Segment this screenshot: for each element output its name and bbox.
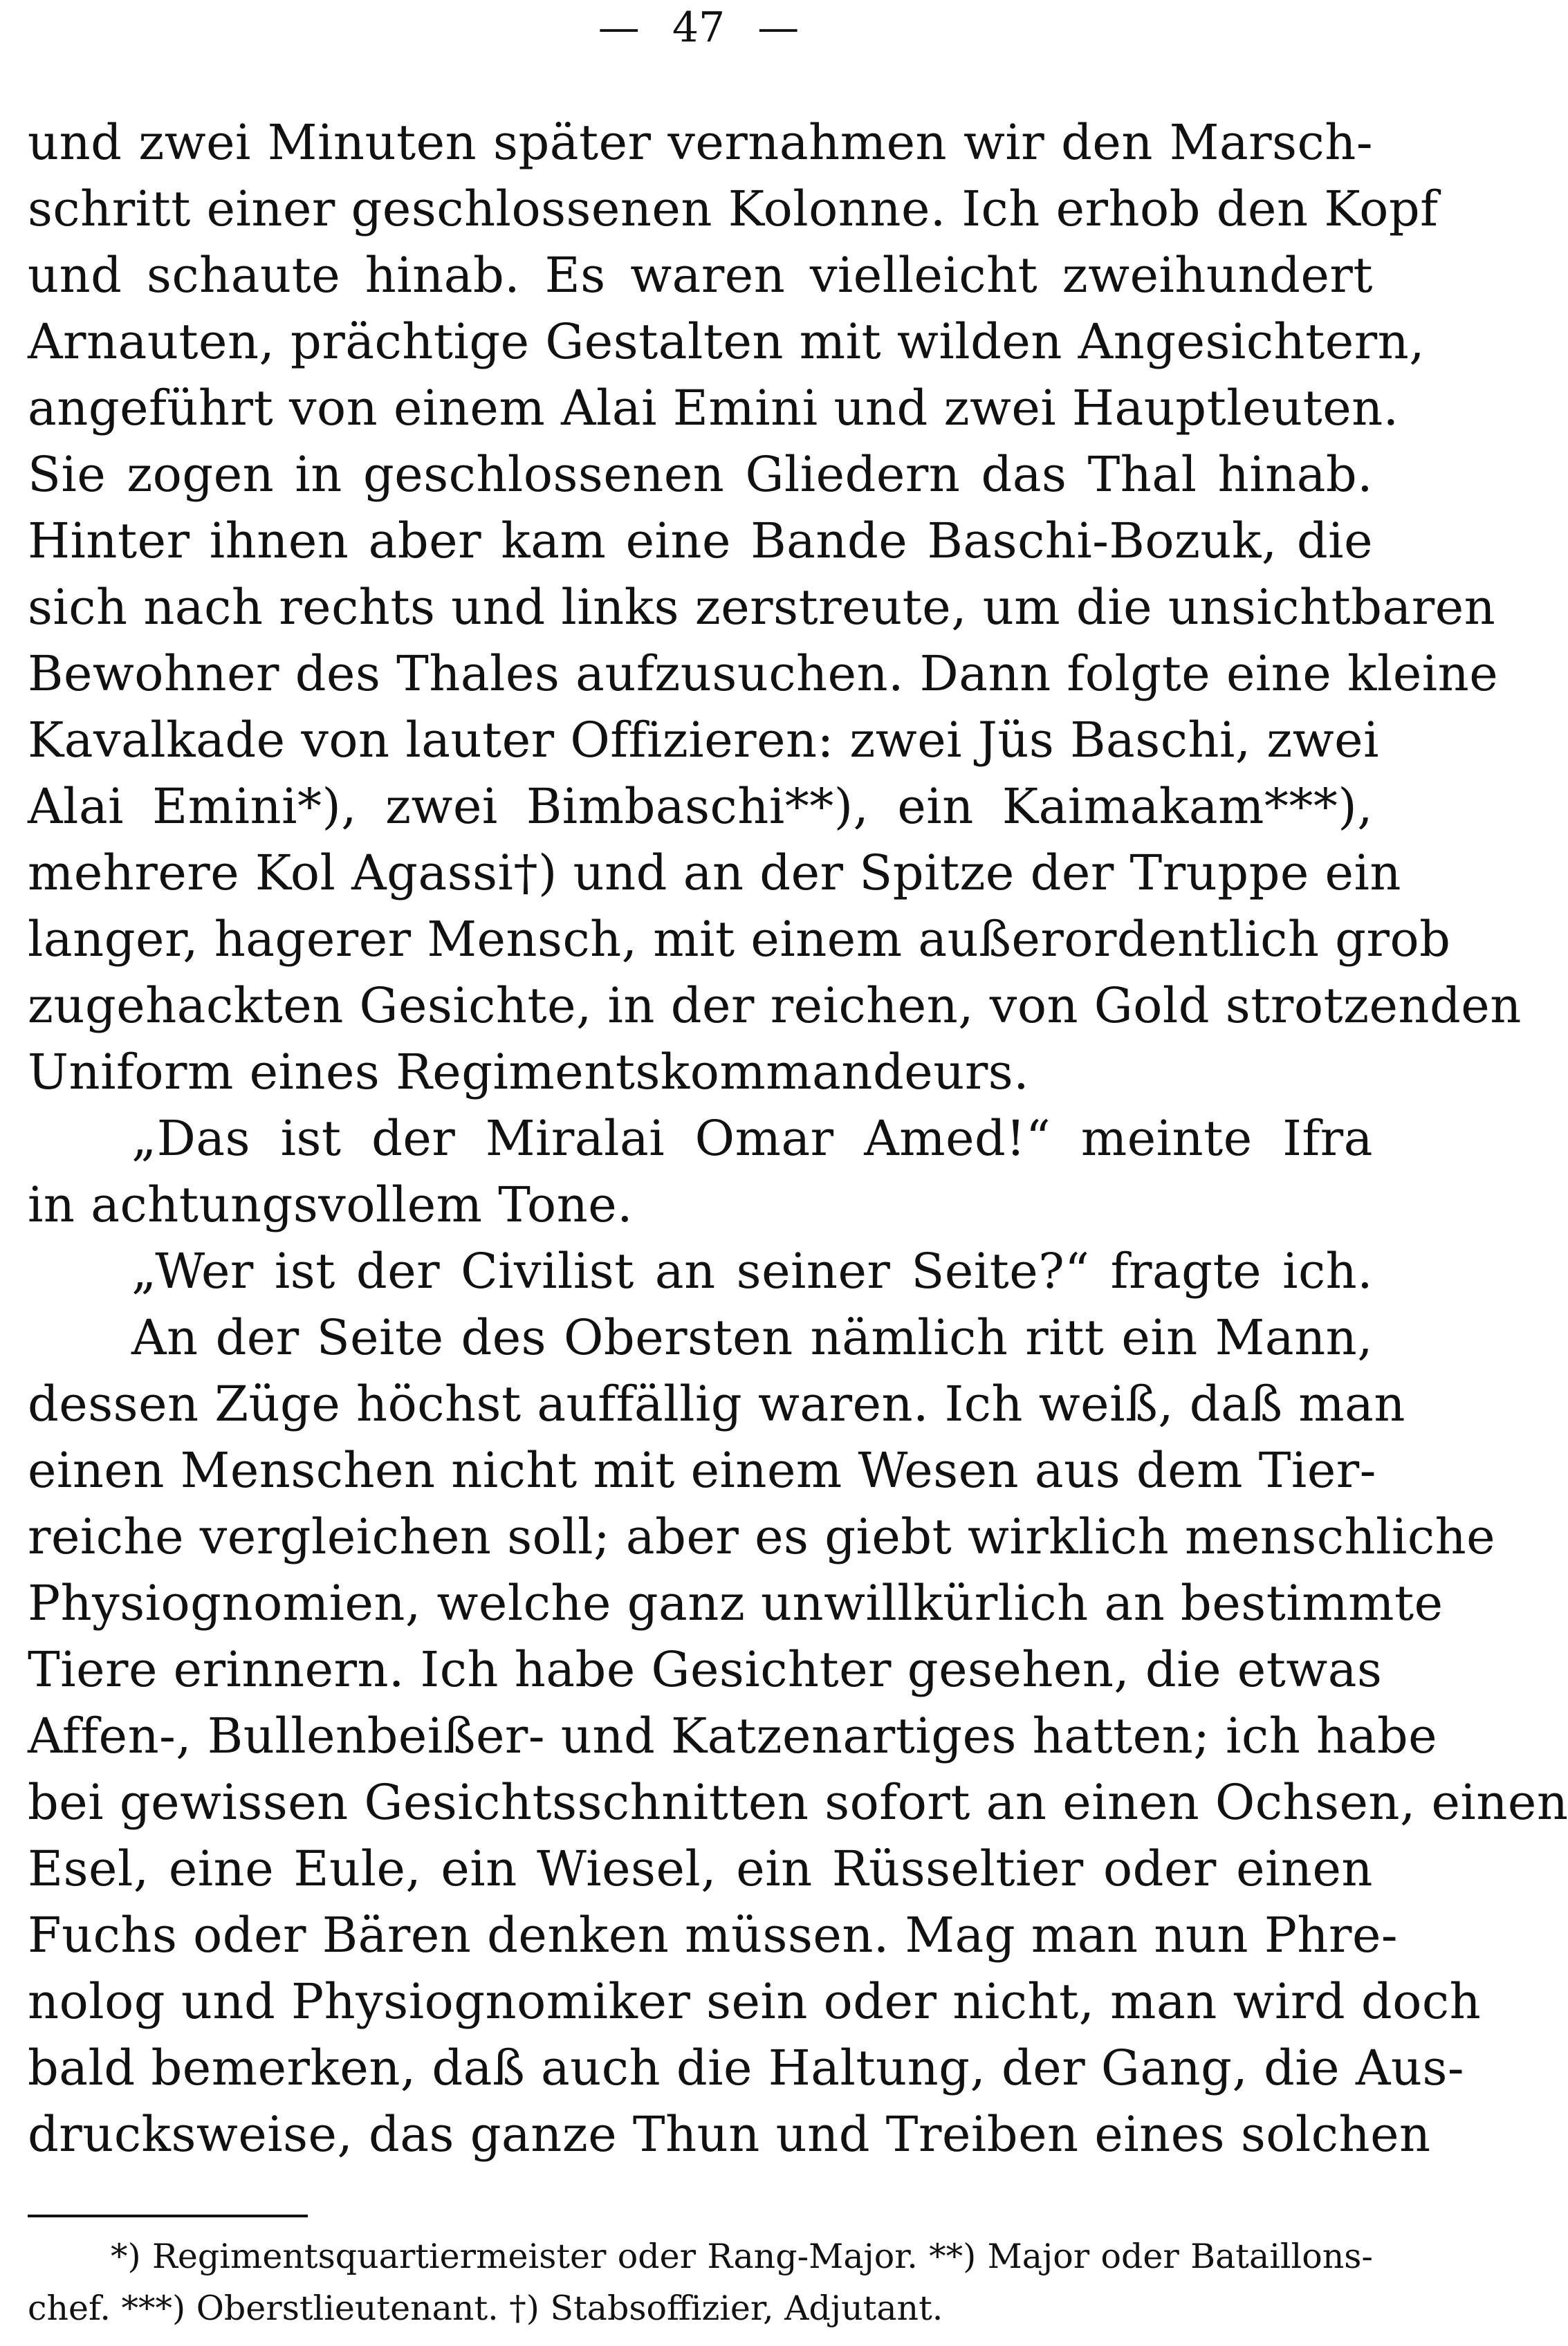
text-line: mehrere Kol Agassi†) und an der Spitze der Truppe ein <box>28 844 1401 901</box>
text-line: Physiognomien, welche ganz unwillkürlich an bestimmte <box>28 1575 1444 1632</box>
text-line: Sie zogen in geschlossenen Gliedern das Thal hinab. <box>28 446 1373 503</box>
text-line: schritt einer geschlossenen Kolonne. Ich erhob den Kopf <box>28 181 1439 237</box>
text-line: „Wer ist der Civilist an seiner Seite?“ fragte ich. <box>131 1243 1373 1300</box>
text-line: dessen Züge höchst auffällig waren. Ich weiß, daß man <box>28 1376 1406 1432</box>
text-line: sich nach rechts und links zerstreute, um die unsichtbaren <box>28 579 1496 636</box>
text-line: An der Seite des Obersten nämlich ritt ein Mann, <box>131 1309 1373 1366</box>
text-line: bald bemerken, daß auch die Haltung, der Gang, die Aus- <box>28 2040 1465 2096</box>
text-line: Bewohner des Thales aufzusuchen. Dann folgte eine kleine <box>28 645 1499 702</box>
footnote-line: chef. ***) Oberstlieutenant. †) Stabsoffizier, Adjutant. <box>28 2289 943 2328</box>
text-line: Kavalkade von lauter Offizieren: zwei Jüs Baschi, zwei <box>28 712 1379 768</box>
body-text <box>28 109 1568 2168</box>
text-line: Esel, eine Eule, ein Wiesel, ein Rüsseltier oder einen <box>28 1840 1373 1897</box>
page-number: 47 <box>672 3 726 52</box>
text-line: langer, hagerer Mensch, mit einem außerordentlich grob <box>28 911 1451 968</box>
text-line: „Das ist der Miralai Omar Amed!“ meinte Ifra <box>131 1110 1373 1167</box>
text-line: zugehackten Gesichte, in der reichen, von Gold strotzenden <box>28 977 1522 1034</box>
text-line: drucksweise, das ganze Thun und Treiben eines solchen <box>28 2106 1431 2163</box>
text-line: Arnauten, prächtige Gestalten mit wilden Angesichtern, <box>28 313 1425 370</box>
text-line: Fuchs oder Bären denken müssen. Mag man nun Phre- <box>28 1907 1399 1964</box>
text-line: und schaute hinab. Es waren vielleicht zweihundert <box>28 247 1373 304</box>
footnote-divider <box>28 2215 308 2217</box>
text-line: angeführt von einem Alai Emini und zwei Hauptleuten. <box>28 380 1399 436</box>
text-line: bei gewissen Gesichtsschnitten sofort an einen Ochsen, einen <box>28 1774 1568 1831</box>
text-line: nolog und Physiognomiker sein oder nicht, man wird doch <box>28 1973 1482 2030</box>
text-line: einen Menschen nicht mit einem Wesen aus dem Tier- <box>28 1442 1376 1499</box>
text-line: Hinter ihnen aber kam eine Bande Baschi-Bozuk, die <box>28 512 1373 569</box>
header-left-dash: — <box>598 3 640 52</box>
header-right-dash: — <box>757 3 800 52</box>
footnotes <box>28 2230 1373 2334</box>
text-line: in achtungsvollem Tone. <box>28 1176 633 1233</box>
text-line: Uniform eines Regimentskommandeurs. <box>28 1044 1029 1100</box>
text-line: Tiere erinnern. Ich habe Gesichter gesehen, die etwas <box>28 1641 1383 1698</box>
text-line: Alai Emini*), zwei Bimbaschi**), ein Kaimakam***), <box>28 778 1373 835</box>
text-line: reiche vergleichen soll; aber es giebt wirklich menschliche <box>28 1508 1496 1565</box>
footnote-line: *) Regimentsquartiermeister oder Rang-Major. **) Major oder Bataillons- <box>111 2237 1373 2276</box>
page-header <box>0 3 1397 52</box>
text-line: und zwei Minuten später vernahmen wir den Marsch- <box>28 114 1373 171</box>
text-line: Affen-, Bullenbeißer- und Katzenartiges hatten; ich habe <box>28 1708 1438 1764</box>
